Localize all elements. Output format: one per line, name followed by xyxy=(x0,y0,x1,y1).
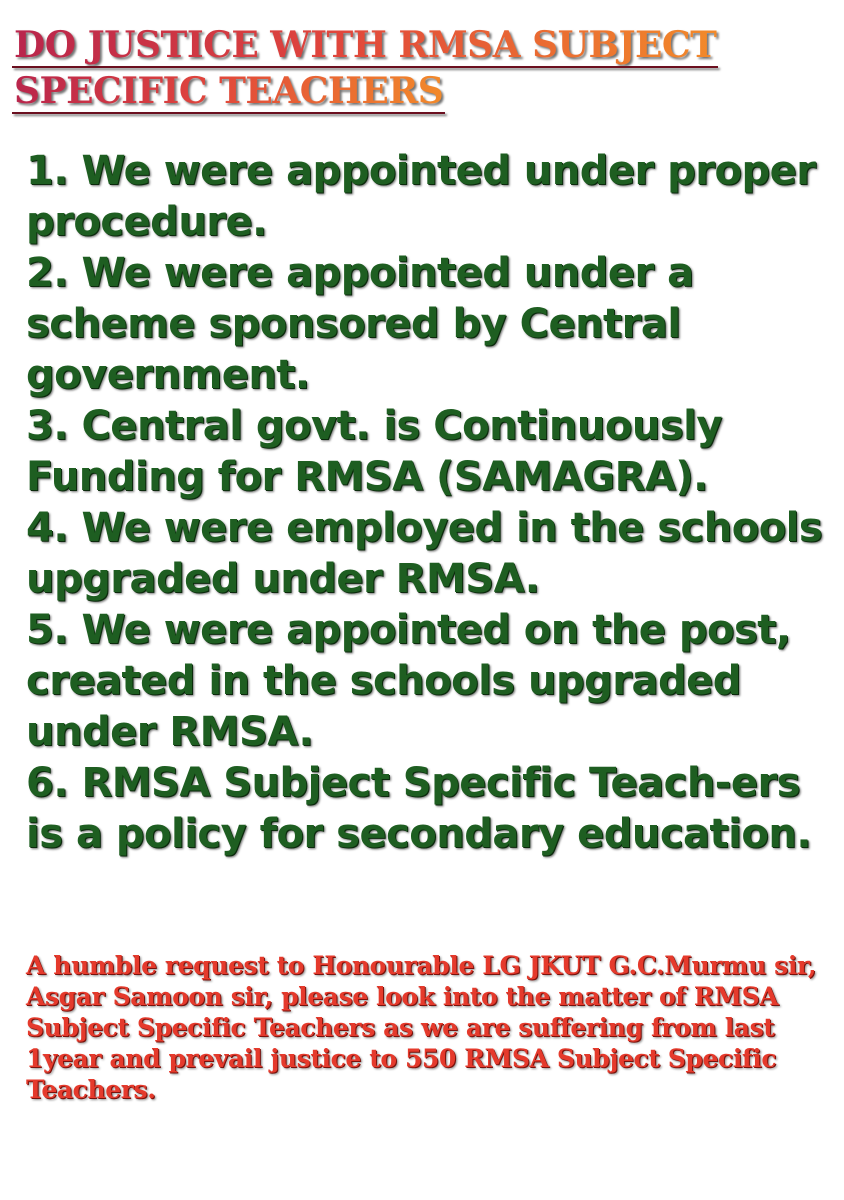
point-6: 6. RMSA Subject Specific Teach-ers is a policy for secondary education. xyxy=(26,760,812,857)
point-1: 1. We were appointed under proper procedure. xyxy=(26,148,816,245)
title-line-2: SPECIFIC TEACHERS xyxy=(14,70,444,112)
point-5: 5. We were appointed on the post, created in the schools upgraded under RMSA. xyxy=(26,607,791,755)
points-list xyxy=(26,146,836,860)
point-4: 4. We were employed in the schools upgraded under RMSA. xyxy=(26,505,823,602)
request-paragraph: A humble request to Honourable LG JKUT G.C.Murmu sir, Asgar Samoon sir, please look into the matter of RMSA Subject Specific Teachers as we are suffering from last 1year and prevail justice to 550 RMSA Subject Specific Teachers. xyxy=(26,951,817,1104)
point-3: 3. Central govt. is Continuously Funding for RMSA (SAMAGRA). xyxy=(26,403,722,500)
page-title xyxy=(12,24,832,114)
title-line-1: DO JUSTICE WITH RMSA SUBJECT xyxy=(14,24,717,66)
point-2: 2. We were appointed under a scheme sponsored by Central government. xyxy=(26,250,694,398)
